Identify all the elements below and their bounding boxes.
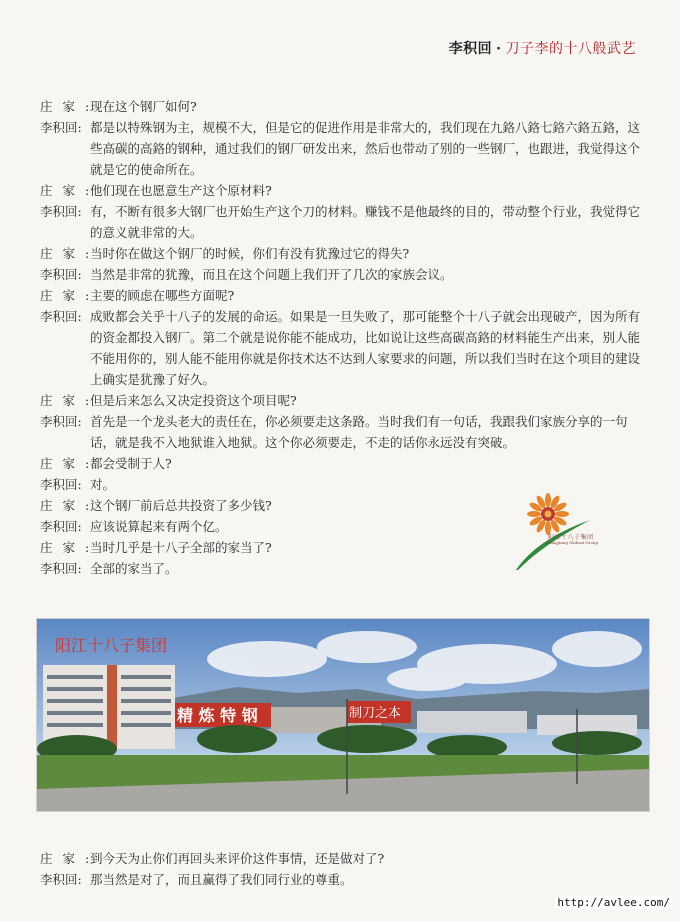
speaker-label: 李积回: — [40, 267, 82, 282]
dialog-text: 现在这个钢厂如何? — [90, 99, 197, 114]
dialog-line — [40, 243, 650, 264]
speaker-label: 庄家: — [40, 851, 100, 866]
dialog-text: 那当然是对了，而且赢得了我们同行业的尊重。 — [90, 872, 353, 887]
dialog-text: 到今天为止你们再回头来评价这件事情，还是做对了? — [90, 851, 385, 866]
dialog-line — [40, 848, 650, 869]
header-separator: · — [496, 41, 502, 57]
speaker-label: 李积回: — [40, 120, 82, 135]
dialog-line — [40, 96, 650, 117]
speaker-label: 庄家: — [40, 456, 100, 471]
speaker-label: 庄家: — [40, 183, 100, 198]
dialog-text: 应该说算起来有两个亿。 — [90, 519, 228, 534]
dialog-text: 主要的顾虑在哪些方面呢? — [90, 288, 235, 303]
interview-dialog-continued — [40, 848, 650, 890]
sunflower-icon — [527, 493, 569, 535]
logo-subtext: Yangjiang Shibazi Group — [548, 540, 599, 545]
company-logo — [512, 490, 602, 572]
dialog-text: 这个钢厂前后总共投资了多少钱? — [90, 498, 272, 513]
dialog-line — [40, 285, 650, 306]
header-book-title: 刀子李的十八般武艺 — [505, 41, 636, 57]
dialog-line — [40, 264, 650, 285]
wall-sign: 精 炼 特 钢 — [177, 706, 258, 725]
dialog-text: 首先是一个龙头老大的责任在，你必须要走这条路。当时我们有一句话，我跟我们家族分享的一句话，就是我不入地狱谁入地狱。这个你必须要走，不走的话你永远没有突破。 — [90, 414, 628, 450]
speaker-label: 庄家: — [40, 393, 100, 408]
watermark-url: http://avlee.com/ — [557, 896, 670, 909]
dialog-text: 当然是非常的犹豫，而且在这个问题上我们开了几次的家族会议。 — [90, 267, 453, 282]
header-author: 李积回 — [448, 41, 493, 57]
speaker-label: 李积回: — [40, 477, 82, 492]
logo-text: 阳江十八子集团 — [548, 534, 594, 541]
dialog-text: 当时你在做这个钢厂的时候，你们有没有犹豫过它的得失? — [90, 246, 410, 261]
roof-sign: 阳江十八子集团 — [55, 636, 168, 655]
dialog-text: 都会受制于人? — [90, 456, 172, 471]
speaker-label: 庄家: — [40, 288, 100, 303]
page-header — [449, 38, 636, 58]
speaker-label: 李积回: — [40, 872, 82, 887]
speaker-label: 李积回: — [40, 519, 82, 534]
dialog-line — [40, 180, 650, 201]
speaker-label: 庄家: — [40, 540, 100, 555]
dialog-text: 对。 — [90, 477, 116, 492]
dialog-text: 他们现在也愿意生产这个原材料? — [90, 183, 272, 198]
dialog-text: 都是以特殊钢为主，规模不大，但是它的促进作用是非常大的，我们现在九鉻八鉻七鉻六鉻五鉻，这些高碳的高鉻的钢种，通过我们的钢厂研发出来，然后也带动了别的一些钢厂，也跟进，我觉得这个就是它的使命所在。 — [90, 120, 641, 177]
speaker-label: 李积回: — [40, 414, 82, 429]
dialog-line — [40, 201, 650, 243]
dialog-text: 当时几乎是十八子全部的家当了? — [90, 540, 272, 555]
speaker-label: 李积回: — [40, 309, 82, 324]
dialog-line — [40, 117, 650, 180]
dialog-text: 全部的家当了。 — [90, 561, 178, 576]
dialog-line — [40, 869, 650, 890]
speaker-label: 李积回: — [40, 204, 82, 219]
dialog-text: 但是后来怎么又决定投资这个项目呢? — [90, 393, 297, 408]
dialog-text: 有，不断有很多大钢厂也开始生产这个刀的材料。赚钱不是他最终的目的，带动整个行业，我觉得它的意义就非常的大。 — [90, 204, 641, 240]
dialog-line — [40, 411, 650, 453]
speaker-label: 李积回: — [40, 561, 82, 576]
speaker-label: 庄家: — [40, 99, 100, 114]
factory-photo — [36, 618, 650, 812]
dialog-line — [40, 453, 650, 474]
side-sign: 制刀之本 — [349, 706, 402, 721]
dialog-text: 成败都会关乎十八子的发展的命运。如果是一旦失败了，那可能整个十八子就会出现破产，因为所有的资金都投入钢厂。第二个就是说你能不能成功，比如说让这些高碳高鉻的材料能生产出来，别人能不能用你的，别人能不能用你就是你技术达不达到人家要求的问题，所以我们当时在这个项目的建设上确实是犹豫了好久。 — [90, 309, 641, 387]
speaker-label: 庄家: — [40, 246, 100, 261]
speaker-label: 庄家: — [40, 498, 100, 513]
dialog-line — [40, 390, 650, 411]
dialog-line — [40, 306, 650, 390]
